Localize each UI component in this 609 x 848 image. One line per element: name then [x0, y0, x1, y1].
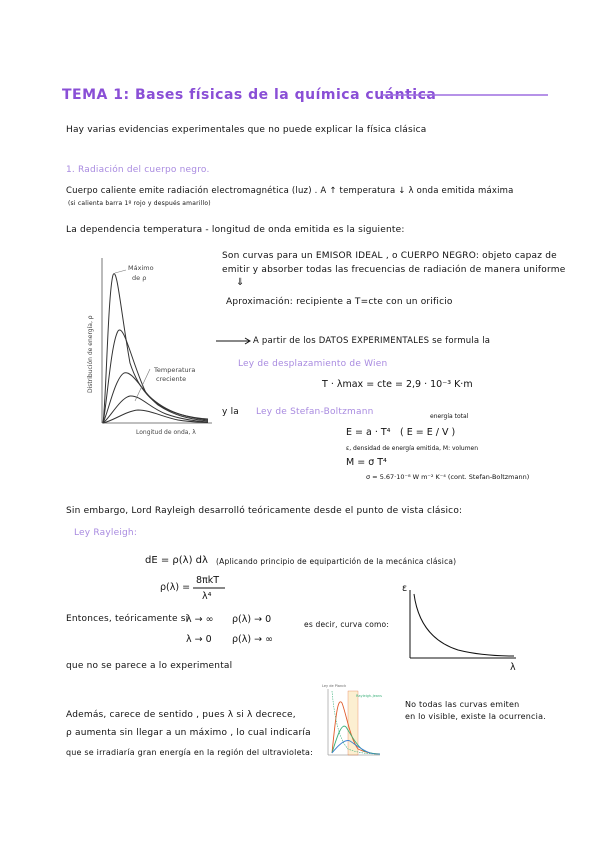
rayleigh-equation-2-left: ρ(λ) = [160, 582, 191, 593]
implies-arrow: ⇓ [236, 277, 245, 288]
x-axis-label: Longitud de onda, λ [136, 429, 196, 436]
rayleigh-denominator: λ⁴ [202, 591, 212, 602]
wien-equation: T · λmax = cte = 2,9 · 10⁻³ K·m [322, 379, 473, 390]
limit-2-lambda: λ → 0 [186, 634, 212, 645]
body-text-1: Cuerpo caliente emite radiación electromagnética (luz) . A ↑ temperatura ↓ λ onda emitida máxima [66, 186, 514, 196]
annotation-temp: Temperatura [154, 366, 196, 374]
stefan-equation-1: E = a · T⁴ [346, 427, 391, 438]
limit-1-rho: ρ(λ) → 0 [232, 614, 272, 625]
ademas-line-2: ρ aumenta sin llegar a un máximo , lo cual indicaría [66, 728, 311, 738]
limit-2-rho: ρ(λ) → ∞ [232, 634, 273, 645]
annotation-max-2: de ρ [132, 274, 147, 282]
and-the-text: y la [222, 407, 240, 417]
side-note-2: en lo visible, existe la ocurrencia. [405, 712, 546, 721]
mini-chart-title: Ley de Planck [322, 684, 347, 688]
rayleigh-heading: Ley Rayleigh: [74, 528, 138, 538]
annotation-temp-2: creciente [156, 375, 187, 383]
sketch-x-label: λ [510, 662, 516, 673]
annotation-max: Máximo [128, 264, 154, 272]
stefan-equation-1b: ( E = E / V ) [400, 427, 456, 438]
wien-law-heading: Ley de desplazamiento de Wien [238, 359, 388, 369]
curve-note: es decir, curva como: [304, 620, 390, 629]
sketch-y-label: ε [402, 583, 408, 594]
rayleigh-sketch [398, 584, 528, 676]
y-axis-label: Distribución de energía, ρ [87, 315, 94, 393]
rayleigh-numerator: 8πkT [196, 575, 220, 586]
rayleigh-intro: Sin embargo, Lord Rayleigh desarrolló teóricamente desde el punto de vista clásico: [66, 506, 463, 516]
ademas-line-3: que se irradiaría gran energía en la región del ultravioleta: [66, 748, 314, 757]
stefan-law-heading: Ley de Stefan-Boltzmann [256, 407, 374, 417]
then-theoretically: Entonces, teóricamente si [66, 614, 189, 624]
body-text-2: La dependencia temperatura - longitud de onda emitida es la siguiente: [66, 225, 405, 235]
side-note-1: No todas las curvas emiten [405, 700, 520, 709]
intro-text: Hay varias evidencias experimentales que no puede explicar la física clásica [66, 125, 427, 135]
curves-note-1: Son curvas para un EMISOR IDEAL , o CUERPO NEGRO: objeto capaz de [222, 251, 557, 261]
stefan-equation-3: σ = 5.67·10⁻⁸ W m⁻² K⁻⁴ (cont. Stefan-Boltzmann) [366, 473, 530, 481]
stefan-note-volume: volumen [452, 445, 479, 452]
rayleigh-equation-note: (Aplicando principio de equipartición de la mecánica clásica) [216, 557, 457, 566]
planck-mini-chart [318, 683, 382, 769]
body-text-1-note: (si calienta barra 1º rojo y después amarillo) [68, 200, 211, 207]
ademas-line-1: Además, carece de sentido , pues λ si λ decrece, [66, 710, 296, 720]
stefan-note-top: energía total [430, 413, 469, 420]
limit-1-lambda: λ → ∞ [186, 614, 214, 625]
page-title: TEMA 1: Bases físicas de la química cuántica [62, 87, 437, 103]
stefan-note-left: ε, densidad de energía emitida, M: [346, 445, 451, 452]
rayleigh-sketch-plot [398, 584, 528, 676]
mini-chart-tag: Rayleigh-Jeans [356, 694, 382, 698]
curves-note-2: emitir y absorber todas las frecuencias de radiación de manera uniforme [222, 265, 566, 275]
stefan-equation-2: M = σ T⁴ [346, 457, 387, 468]
section-heading: 1. Radiación del cuerpo negro. [66, 165, 210, 175]
from-data-text: A partir de los DATOS EXPERIMENTALES se formula la [253, 336, 491, 346]
not-match-text: que no se parece a lo experimental [66, 661, 233, 671]
approximation-note: Aproximación: recipiente a T=cte con un orificio [226, 297, 453, 307]
rayleigh-equation-1: dE = ρ(λ) dλ [145, 555, 208, 566]
